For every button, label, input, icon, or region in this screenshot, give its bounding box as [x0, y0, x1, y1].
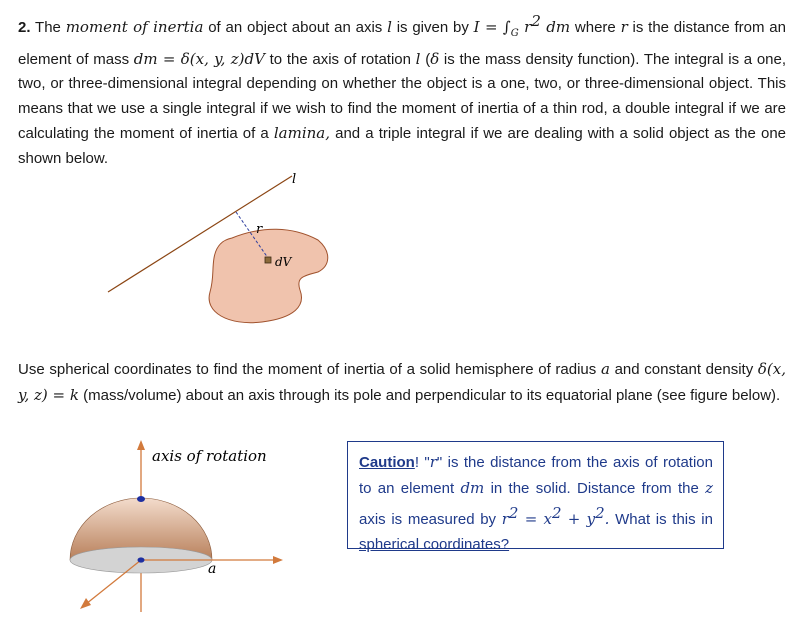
z-axis-arrowhead: [137, 440, 145, 450]
axis-label-l: l: [292, 172, 297, 187]
center-dot: [138, 557, 145, 562]
formula-r: r: [501, 510, 509, 529]
text: and constant density: [614, 361, 754, 378]
text: (mass/volume) about an axis through its pole and perpendicular to its equatorial plane (see figure below).: [83, 386, 781, 404]
text: What is this in: [615, 511, 713, 529]
text: where: [574, 19, 616, 36]
integral-sign: ∫: [502, 18, 511, 36]
radius-label-a: a: [208, 561, 217, 577]
math-dm: dm: [460, 478, 485, 497]
text: axis is measured by: [359, 511, 497, 529]
math-l: l: [387, 18, 392, 36]
exp: 2: [508, 504, 519, 523]
text: (: [425, 50, 431, 68]
exp: 2: [552, 504, 562, 523]
dv-label: dV: [275, 255, 292, 269]
math-a: a: [600, 360, 610, 378]
axis-of-rotation-label: axis of rotation: [152, 447, 267, 465]
formula-x: = x: [518, 510, 552, 529]
text: is the mass density function). The integral is a one, two, or three-dimensional integral depending on whether the object is a one, two, or three-dimensional object. This means that we use a single integral if we wish to find the moment of inertia of a thin rod, a double integral if we are calculating the moment of inertia of a: [18, 50, 787, 143]
spherical-coordinates-link[interactable]: spherical coordinates?: [359, 535, 510, 553]
text: The: [35, 19, 61, 36]
math-r: r: [429, 453, 437, 471]
text: and a triple integral if we are dealing with a solid object as the one shown below.: [18, 125, 786, 167]
integrand-exp: 2: [531, 12, 541, 30]
caution-title: Caution: [359, 454, 415, 471]
math-z: z: [705, 478, 713, 497]
formula-end: .: [604, 510, 610, 529]
math-r: r: [620, 18, 628, 36]
text: " is the distance from the axis of rotation to an element: [359, 454, 713, 497]
r-label: r: [256, 222, 263, 237]
integral-sub: G: [510, 28, 519, 39]
text: is the distance from an element of mass: [18, 19, 786, 68]
formula-r-squared: [501, 504, 610, 529]
text: to the axis of rotation: [269, 50, 411, 68]
y-axis-arrowhead: [80, 598, 91, 609]
text: Use spherical coordinates to find the moment of inertia of a solid hemisphere of radius: [18, 361, 597, 378]
text: of an object about an axis: [208, 19, 383, 36]
problem-number: 2.: [18, 19, 31, 36]
text: ! ": [414, 454, 430, 471]
math-density: δ(x, y, z) = k: [18, 360, 787, 404]
x-axis-arrowhead: [273, 556, 283, 564]
pole-dot: [137, 496, 145, 502]
caution-box: [347, 441, 724, 553]
math-delta: δ: [430, 49, 440, 68]
term-moment-of-inertia: moment of inertia: [65, 18, 204, 36]
text: in the solid. Distance from the: [490, 479, 699, 497]
formula-lhs: I =: [473, 18, 498, 36]
formula-y: + y: [561, 510, 596, 529]
text: is given by: [396, 19, 469, 36]
math-dm-def: dm = δ(x, y, z)dV: [133, 49, 265, 68]
exp: 2: [595, 504, 605, 523]
integrand-dm: dm: [546, 18, 571, 36]
term-lamina: lamina,: [273, 124, 331, 143]
integrand: r: [524, 18, 532, 36]
math-l: l: [415, 49, 421, 68]
